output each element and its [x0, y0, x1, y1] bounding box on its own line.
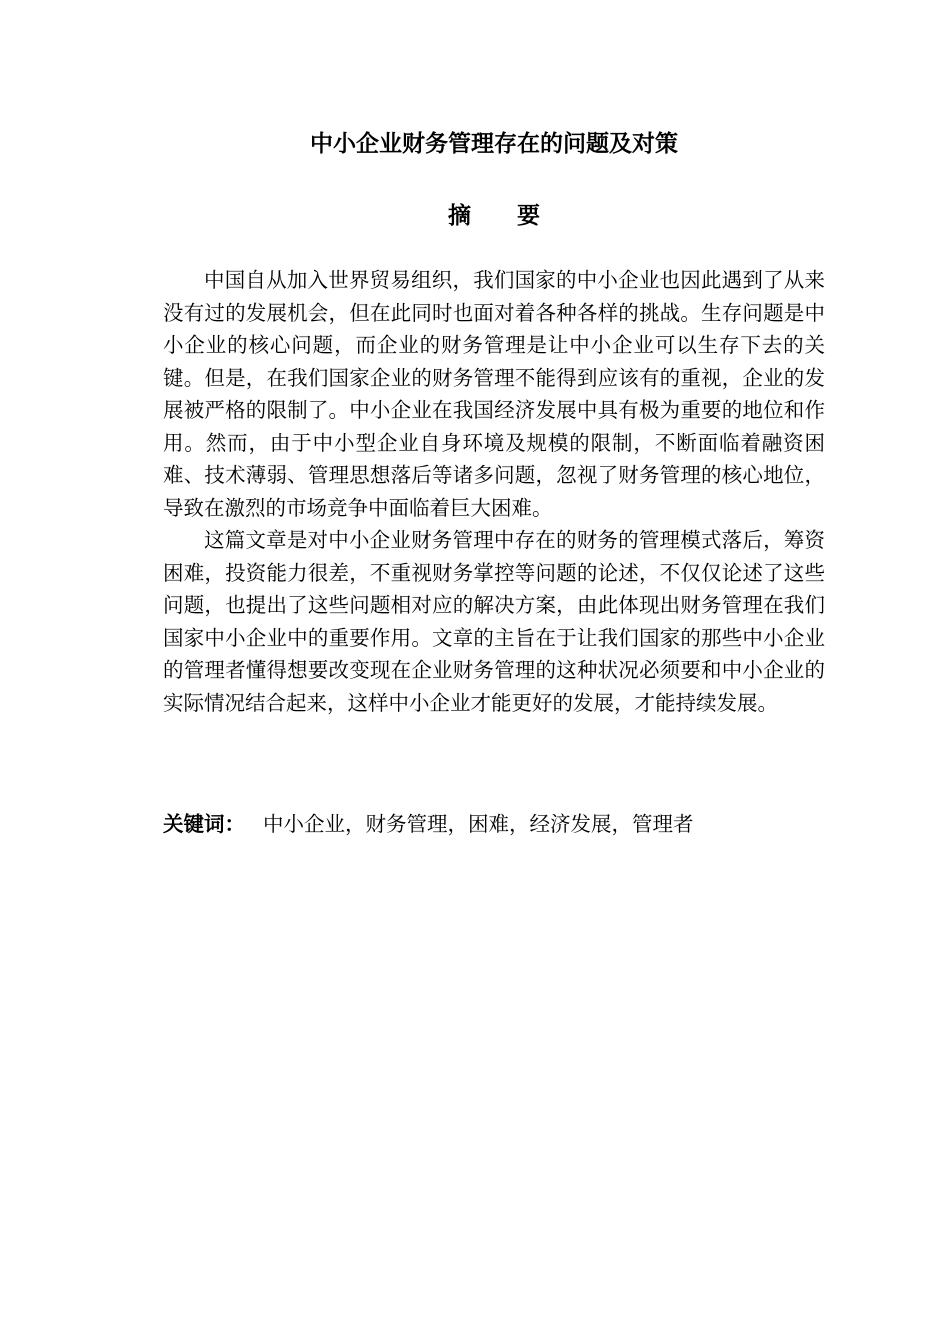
- abstract-paragraph-2: 这篇文章是对中小企业财务管理中存在的财务的管理模式落后，筹资困难，投资能力很差，不重视财务掌控等问题的论述，不仅仅论述了这些问题，也提出了这些问题相对应的解决方案，由此体现出财务管理在我们国家中小企业中的重要作用。文章的主旨在于让我们国家的那些中小企业的管理者懂得想要改变现在企业财务管理的这种状况必须要和中小企业的实际情况结合起来，这样中小企业才能更好的发展，才能持续发展。: [163, 528, 825, 715]
- abstract-heading: 摘 要: [448, 203, 540, 229]
- keywords-label: 关键词：: [163, 812, 245, 836]
- keywords-text: 中小企业，财务管理，困难，经济发展，管理者: [263, 812, 694, 836]
- abstract-body: [163, 264, 825, 719]
- keywords-line: [163, 808, 825, 840]
- document-title: 中小企业财务管理存在的问题及对策: [310, 131, 678, 157]
- abstract-paragraph-1: 中国自从加入世界贸易组织，我们国家的中小企业也因此遇到了从来没有过的发展机会，但在此同时也面对着各种各样的挑战。生存问题是中小企业的核心问题，而企业的财务管理是让中小企业可以生存下去的关键。但是，在我们国家企业的财务管理不能得到应该有的重视，企业的发展被严格的限制了。中小企业在我国经济发展中具有极为重要的地位和作用。然而，由于中小型企业自身环境及规模的限制，不断面临着融资困难、技术薄弱、管理思想落后等诸多问题，忽视了财务管理的核心地位，导致在激烈的市场竞争中面临着巨大困难。: [163, 268, 825, 520]
